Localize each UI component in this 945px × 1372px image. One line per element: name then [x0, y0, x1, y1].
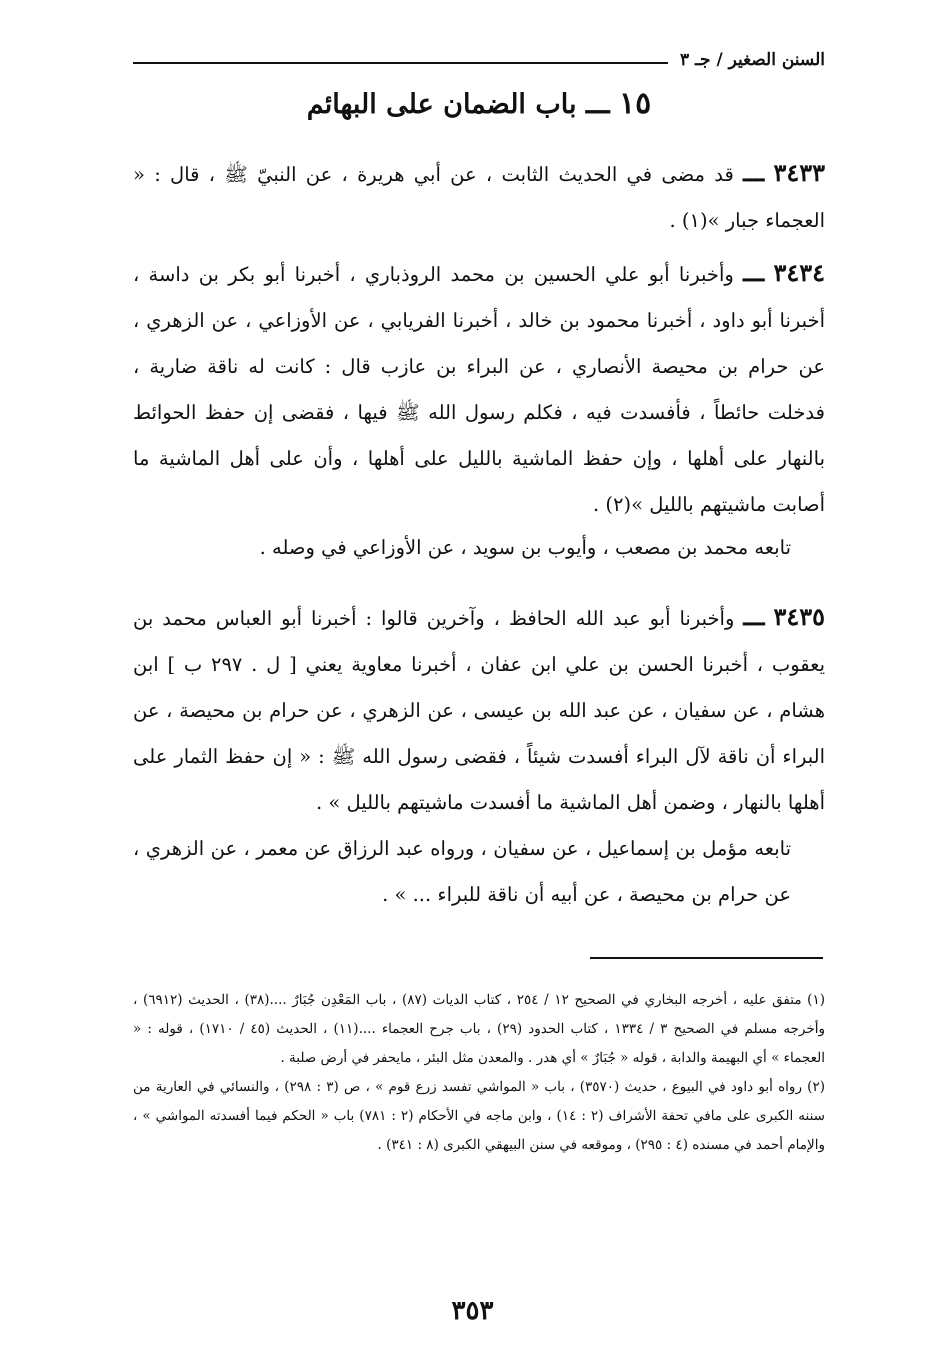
hadith-dash: ـــ: [743, 258, 765, 287]
footnote-1: (١) متفق عليه ، أخرجه البخاري في الصحيح ١٢ / ٢٥٤ ، كتاب الديات (٨٧) ، باب المَعْدِن جُبَارٌ ....(٣٨) ، الحديث (٦٩١٢) ، وأخرجه مسلم في الصحيح ٣ / ١٣٣٤ ، كتاب الحدود (٢٩) ، باب جرح العجماء ....(١١) ، الحديث (٤٥ / ١٧١٠) ، قوله : « العجماء » أي البهيمة والدابة ، قوله « جُبَارٌ » أي هدر . والمعدن مثل البئر ، مايحفر في أرض صلبة .: [133, 992, 825, 1066]
footnote-rule: [590, 957, 823, 959]
chapter-number: ١٥: [619, 86, 652, 121]
hadith-number: ٣٤٣٣: [773, 158, 826, 187]
hadith-dash: ـــ: [743, 158, 765, 187]
continuation-text: تابعه محمد بن مصعب ، وأيوب بن سويد ، عن الأوزاعي في وصله .: [259, 536, 791, 559]
hadith-3434: [133, 250, 825, 528]
continuation-note-1: [133, 525, 825, 571]
chapter-heading: [133, 86, 825, 121]
hadith-dash: ـــ: [743, 602, 765, 631]
continuation-note-2: [133, 826, 825, 918]
header-rule: [133, 62, 668, 64]
hadith-3435: [133, 594, 825, 826]
hadith-number: ٣٤٣٥: [773, 602, 826, 631]
hadith-text: وأخبرنا أبو علي الحسين بن محمد الروذباري ، أخبرنا أبو بكر بن داسة ، أخبرنا أبو داود ، أخبرنا محمود بن خالد ، أخبرنا الفريابي ، عن الأوزاعي ، عن الزهري ، عن حرام بن محيصة الأنصاري ، عن البراء بن عازب قال : كانت له ناقة ضارية ، فدخلت حائطاً ، فأفسدت فيه ، فكلم رسول الله ﷺ فيها ، فقضى إن حفظ الحوائط بالنهار على أهلها ، وإن حفظ الماشية بالليل على أهلها ، وأن على أهل الماشية ما أصابت ماشيتهم بالليل »(٢) .: [133, 263, 825, 516]
page-number: ٣٥٣: [451, 1296, 494, 1326]
running-title: السنن الصغير / جـ ٣: [679, 50, 825, 70]
footnotes: [133, 986, 825, 1160]
chapter-dash: ـــ: [585, 89, 610, 120]
hadith-number: ٣٤٣٤: [773, 258, 825, 287]
hadith-3433: [133, 150, 825, 244]
hadith-text: قد مضى في الحديث الثابت ، عن أبي هريرة ، عن النبيّ ﷺ ، قال : « العجماء جبار »(١) .: [133, 163, 825, 232]
hadith-text: وأخبرنا أبو عبد الله الحافظ ، وآخرين قالوا : أخبرنا أبو العباس محمد بن يعقوب ، أخبرنا الحسن بن علي ابن عفان ، أخبرنا معاوية يعني [ ل . ٢٩٧ ب ] ابن هشام ، عن سفيان ، عن عبد الله بن عيسى ، عن الزهري ، عن حرام بن محيصة ، عن البراء أن ناقة لآل البراء أفسدت شيئاً ، فقضى رسول الله ﷺ : « إن حفظ الثمار على أهلها بالنهار ، وضمن أهل الماشية ما أفسدت ماشيتهم بالليل » .: [133, 607, 826, 814]
footnote-2: (٢) رواه أبو داود في البيوع ، حديث (٣٥٧٠) ، باب « المواشي تفسد زرع قوم » ، ص (٣ : ٢٩٨) ، والنسائي في العارية من سننه الكبرى على مافي تحفة الأشراف (٢ : ١٤) ، وابن ماجه في الأحكام (٢ : ٧٨١) باب « الحكم فيما أفسدته المواشي » ، والإمام أحمد في مسنده (٤ : ٢٩٥) ، وموقعه في سنن البيهقي الكبرى (٨ : ٣٤١) .: [133, 1079, 825, 1153]
continuation-text: تابعه مؤمل بن إسماعيل ، عن سفيان ، ورواه عبد الرزاق عن معمر ، عن الزهري ، عن حرام بن محيصة ، عن أبيه أن ناقة للبراء ... » .: [133, 837, 791, 906]
running-header: [133, 40, 825, 80]
chapter-title: باب الضمان على البهائم: [306, 89, 577, 120]
